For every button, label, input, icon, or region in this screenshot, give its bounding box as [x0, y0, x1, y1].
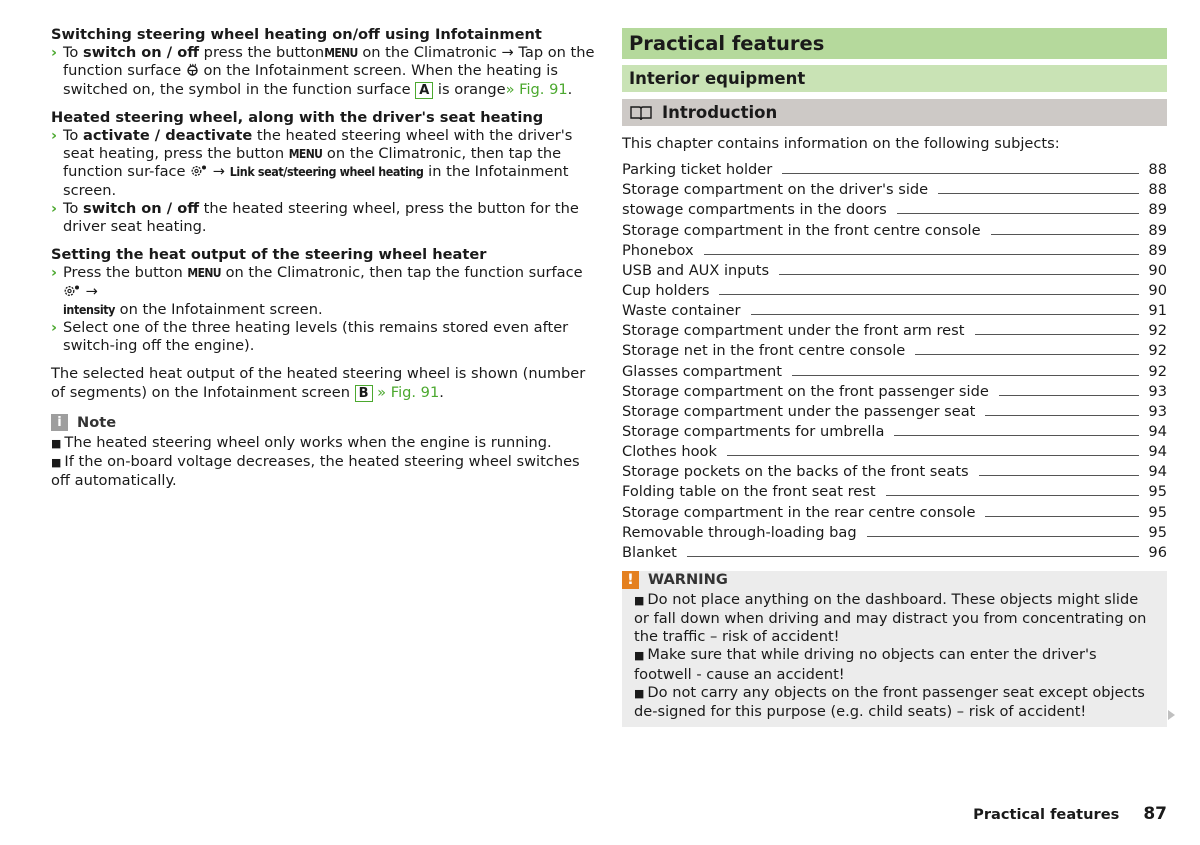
- toc-entry-title: Clothes hook: [622, 443, 717, 461]
- toc-entry-title: stowage compartments in the doors: [622, 201, 887, 219]
- note-header: [51, 414, 599, 432]
- toc-entry-title: Folding table on the front seat rest: [622, 483, 876, 501]
- toc-leader-line: [886, 495, 1139, 496]
- toc-entry[interactable]: [622, 239, 1167, 259]
- toc-entry-title: Phonebox: [622, 241, 694, 259]
- toc-entry[interactable]: [622, 319, 1167, 339]
- left-column: [51, 26, 599, 491]
- intro-text: This chapter contains information on the following subjects:: [622, 135, 1060, 152]
- menu-item-link-seat: Link seat/steering wheel heating: [229, 164, 424, 180]
- toc-entry-title: Removable through-loading bag: [622, 523, 857, 541]
- menu-item-intensity: intensity: [63, 301, 116, 317]
- toc-entry[interactable]: [622, 380, 1167, 400]
- paragraph: The selected heat output of the heated steering wheel is shown (number of segments) on the Infotainment screen B » Fig. 91.: [51, 365, 586, 401]
- toc-entry-page: 92: [1148, 362, 1167, 380]
- toc-leader-line: [975, 334, 1140, 335]
- toc-entry-title: Storage compartment in the rear centre console: [622, 503, 976, 521]
- figure-label-a: A: [415, 82, 433, 99]
- figure-label-b: B: [355, 385, 373, 402]
- toc-entry[interactable]: [622, 339, 1167, 359]
- toc-leader-line: [999, 395, 1139, 396]
- toc-entry[interactable]: [622, 359, 1167, 379]
- chapter-title: Practical features: [622, 28, 1167, 59]
- square-bullet-icon: ■: [634, 593, 645, 607]
- toc-entry-page: 93: [1148, 402, 1167, 420]
- toc-entry-title: USB and AUX inputs: [622, 261, 770, 279]
- toc-leader-line: [894, 435, 1139, 436]
- figure-reference-link[interactable]: » Fig. 91: [372, 383, 440, 401]
- toc-entry-title: Glasses compartment: [622, 362, 782, 380]
- instruction-item: › Select one of the three heating levels (this remains stored even after switch-ing off the engine).: [51, 319, 569, 355]
- instruction-item: › To switch on / off press the buttonMENU on the Climatronic → Tap on the function surface on the Infotainment screen. When the heating is switched on, the symbol in the function surface A is orange» Fig. 91.: [51, 44, 595, 98]
- toc-entry-page: 94: [1148, 463, 1167, 481]
- toc-entry[interactable]: [622, 480, 1167, 500]
- toc-leader-line: [985, 415, 1139, 416]
- toc-entry[interactable]: [622, 299, 1167, 319]
- footer-section-title: Practical features: [973, 806, 1120, 823]
- toc-leader-line: [704, 254, 1139, 255]
- toc-entry-page: 88: [1148, 181, 1167, 199]
- warning-item: ■ Do not carry any objects on the front passenger seat except objects de-signed for this purpose (e.g. child seats) – risk of accident!: [634, 683, 1145, 721]
- warning-icon: !: [622, 571, 639, 589]
- toc-entry[interactable]: [622, 178, 1167, 198]
- square-bullet-icon: ■: [51, 437, 62, 451]
- toc-entry-title: Waste container: [622, 302, 741, 320]
- settings-gear-icon: [190, 164, 208, 177]
- toc-leader-line: [792, 375, 1139, 376]
- toc-leader-line: [897, 213, 1139, 214]
- book-icon: [629, 105, 653, 121]
- toc-entry-title: Parking ticket holder: [622, 161, 773, 179]
- toc-leader-line: [985, 516, 1139, 517]
- bullet-arrow-icon: ›: [51, 44, 58, 62]
- toc-entry-page: 89: [1148, 221, 1167, 239]
- toc-leader-line: [719, 294, 1139, 295]
- toc-entry[interactable]: [622, 440, 1167, 460]
- section-heading-heat-output: Setting the heat output of the steering wheel heater: [51, 246, 487, 264]
- toc-entry[interactable]: [622, 500, 1167, 520]
- toc-leader-line: [751, 314, 1139, 315]
- toc-entry-page: 94: [1148, 422, 1167, 440]
- toc-leader-line: [915, 354, 1139, 355]
- info-icon: i: [51, 414, 68, 431]
- toc-leader-line: [727, 455, 1139, 456]
- toc-entry-title: Cup holders: [622, 281, 710, 299]
- instruction-item: › To activate / deactivate the heated steering wheel with the driver's seat heating, press the button MENU on the Climatronic, then tap the function sur-face → Link seat/steering wheel heating in the Infotainment screen.: [51, 127, 573, 199]
- toc-entry-page: 92: [1148, 322, 1167, 340]
- warning-title: WARNING: [648, 570, 728, 588]
- toc-entry-title: Blanket: [622, 543, 677, 561]
- toc-entry[interactable]: [622, 541, 1167, 561]
- toc-leader-line: [867, 536, 1139, 537]
- toc-entry[interactable]: [622, 460, 1167, 480]
- note-item: ■ The heated steering wheel only works when the engine is running.: [51, 434, 552, 452]
- menu-button-label: MENU: [187, 266, 221, 281]
- toc-entry[interactable]: [622, 400, 1167, 420]
- toc-entry-title: Storage net in the front centre console: [622, 342, 906, 360]
- toc-entry[interactable]: [622, 218, 1167, 238]
- settings-gear-icon: [63, 284, 81, 297]
- toc-entry-page: 91: [1148, 302, 1167, 320]
- warning-body: [622, 589, 1167, 723]
- square-bullet-icon: ■: [51, 456, 62, 470]
- square-bullet-icon: ■: [634, 686, 645, 700]
- toc-entry-page: 95: [1148, 483, 1167, 501]
- toc-entry-page: 96: [1148, 543, 1167, 561]
- bullet-arrow-icon: ›: [51, 319, 58, 337]
- bullet-arrow-icon: ›: [51, 264, 58, 282]
- toc-leader-line: [938, 193, 1139, 194]
- table-of-contents: [622, 158, 1167, 561]
- toc-entry-page: 93: [1148, 382, 1167, 400]
- page-number: 87: [1143, 804, 1167, 824]
- toc-leader-line: [991, 234, 1139, 235]
- toc-entry-page: 89: [1148, 201, 1167, 219]
- subsection-header: [622, 99, 1167, 126]
- menu-button-label: MENU: [324, 46, 358, 61]
- subsection-title: Introduction: [662, 103, 778, 122]
- warning-box: [622, 571, 1167, 727]
- toc-entry-title: Storage compartments for umbrella: [622, 422, 885, 440]
- warning-header: [622, 571, 1167, 589]
- note-item: ■ If the on-board voltage decreases, the heated steering wheel switches off automatically.: [51, 453, 580, 490]
- toc-entry[interactable]: [622, 198, 1167, 218]
- bullet-arrow-icon: ›: [51, 127, 58, 145]
- toc-entry-title: Storage compartment under the passenger seat: [622, 402, 976, 420]
- toc-leader-line: [779, 274, 1139, 275]
- toc-entry[interactable]: [622, 420, 1167, 440]
- toc-entry-page: 90: [1148, 261, 1167, 279]
- steering-wheel-heat-icon: [186, 63, 199, 76]
- square-bullet-icon: ■: [634, 649, 645, 663]
- section-heading-infotainment: Switching steering wheel heating on/off using Infotainment: [51, 26, 542, 43]
- instruction-item: › Press the button MENU on the Climatronic, then tap the function surface → intensity on the Infotainment screen.: [51, 264, 583, 318]
- toc-leader-line: [979, 475, 1139, 476]
- toc-entry-page: 89: [1148, 241, 1167, 259]
- toc-entry[interactable]: [622, 521, 1167, 541]
- toc-entry-title: Storage compartment on the front passenger side: [622, 382, 989, 400]
- toc-entry[interactable]: [622, 259, 1167, 279]
- toc-leader-line: [782, 173, 1139, 174]
- section-title: Interior equipment: [622, 65, 1167, 92]
- right-column: [622, 28, 1167, 727]
- warning-item: ■ Make sure that while driving no objects can enter the driver's footwell - cause an accident!: [634, 646, 1097, 683]
- bullet-arrow-icon: ›: [51, 199, 58, 217]
- toc-leader-line: [687, 556, 1139, 557]
- instruction-item: › To switch on / off the heated steering wheel, press the button for the driver seat heating.: [51, 199, 579, 236]
- toc-entry-title: Storage pockets on the backs of the front seats: [622, 463, 969, 481]
- toc-entry[interactable]: [622, 158, 1167, 178]
- toc-entry-page: 88: [1148, 161, 1167, 179]
- figure-reference-link[interactable]: » Fig. 91: [505, 80, 568, 98]
- section-heading-seat-heating: Heated steering wheel, along with the driver's seat heating: [51, 108, 544, 126]
- page-footer: [973, 804, 1167, 824]
- toc-entry-title: Storage compartment on the driver's side: [622, 181, 929, 199]
- toc-entry-page: 95: [1148, 523, 1167, 541]
- toc-entry-page: 92: [1148, 342, 1167, 360]
- toc-entry-page: 95: [1148, 503, 1167, 521]
- toc-entry-page: 94: [1148, 443, 1167, 461]
- toc-entry-title: Storage compartment in the front centre console: [622, 221, 981, 239]
- continue-arrow-icon: [1168, 710, 1175, 720]
- note-title: Note: [77, 413, 117, 431]
- toc-entry-title: Storage compartment under the front arm rest: [622, 322, 965, 340]
- toc-entry-page: 90: [1148, 281, 1167, 299]
- menu-button-label: MENU: [288, 147, 323, 162]
- toc-entry[interactable]: [622, 279, 1167, 299]
- warning-item: ■ Do not place anything on the dashboard. These objects might slide or fall down when driving and may distract you from concentrating on the traffic – risk of accident!: [634, 590, 1147, 646]
